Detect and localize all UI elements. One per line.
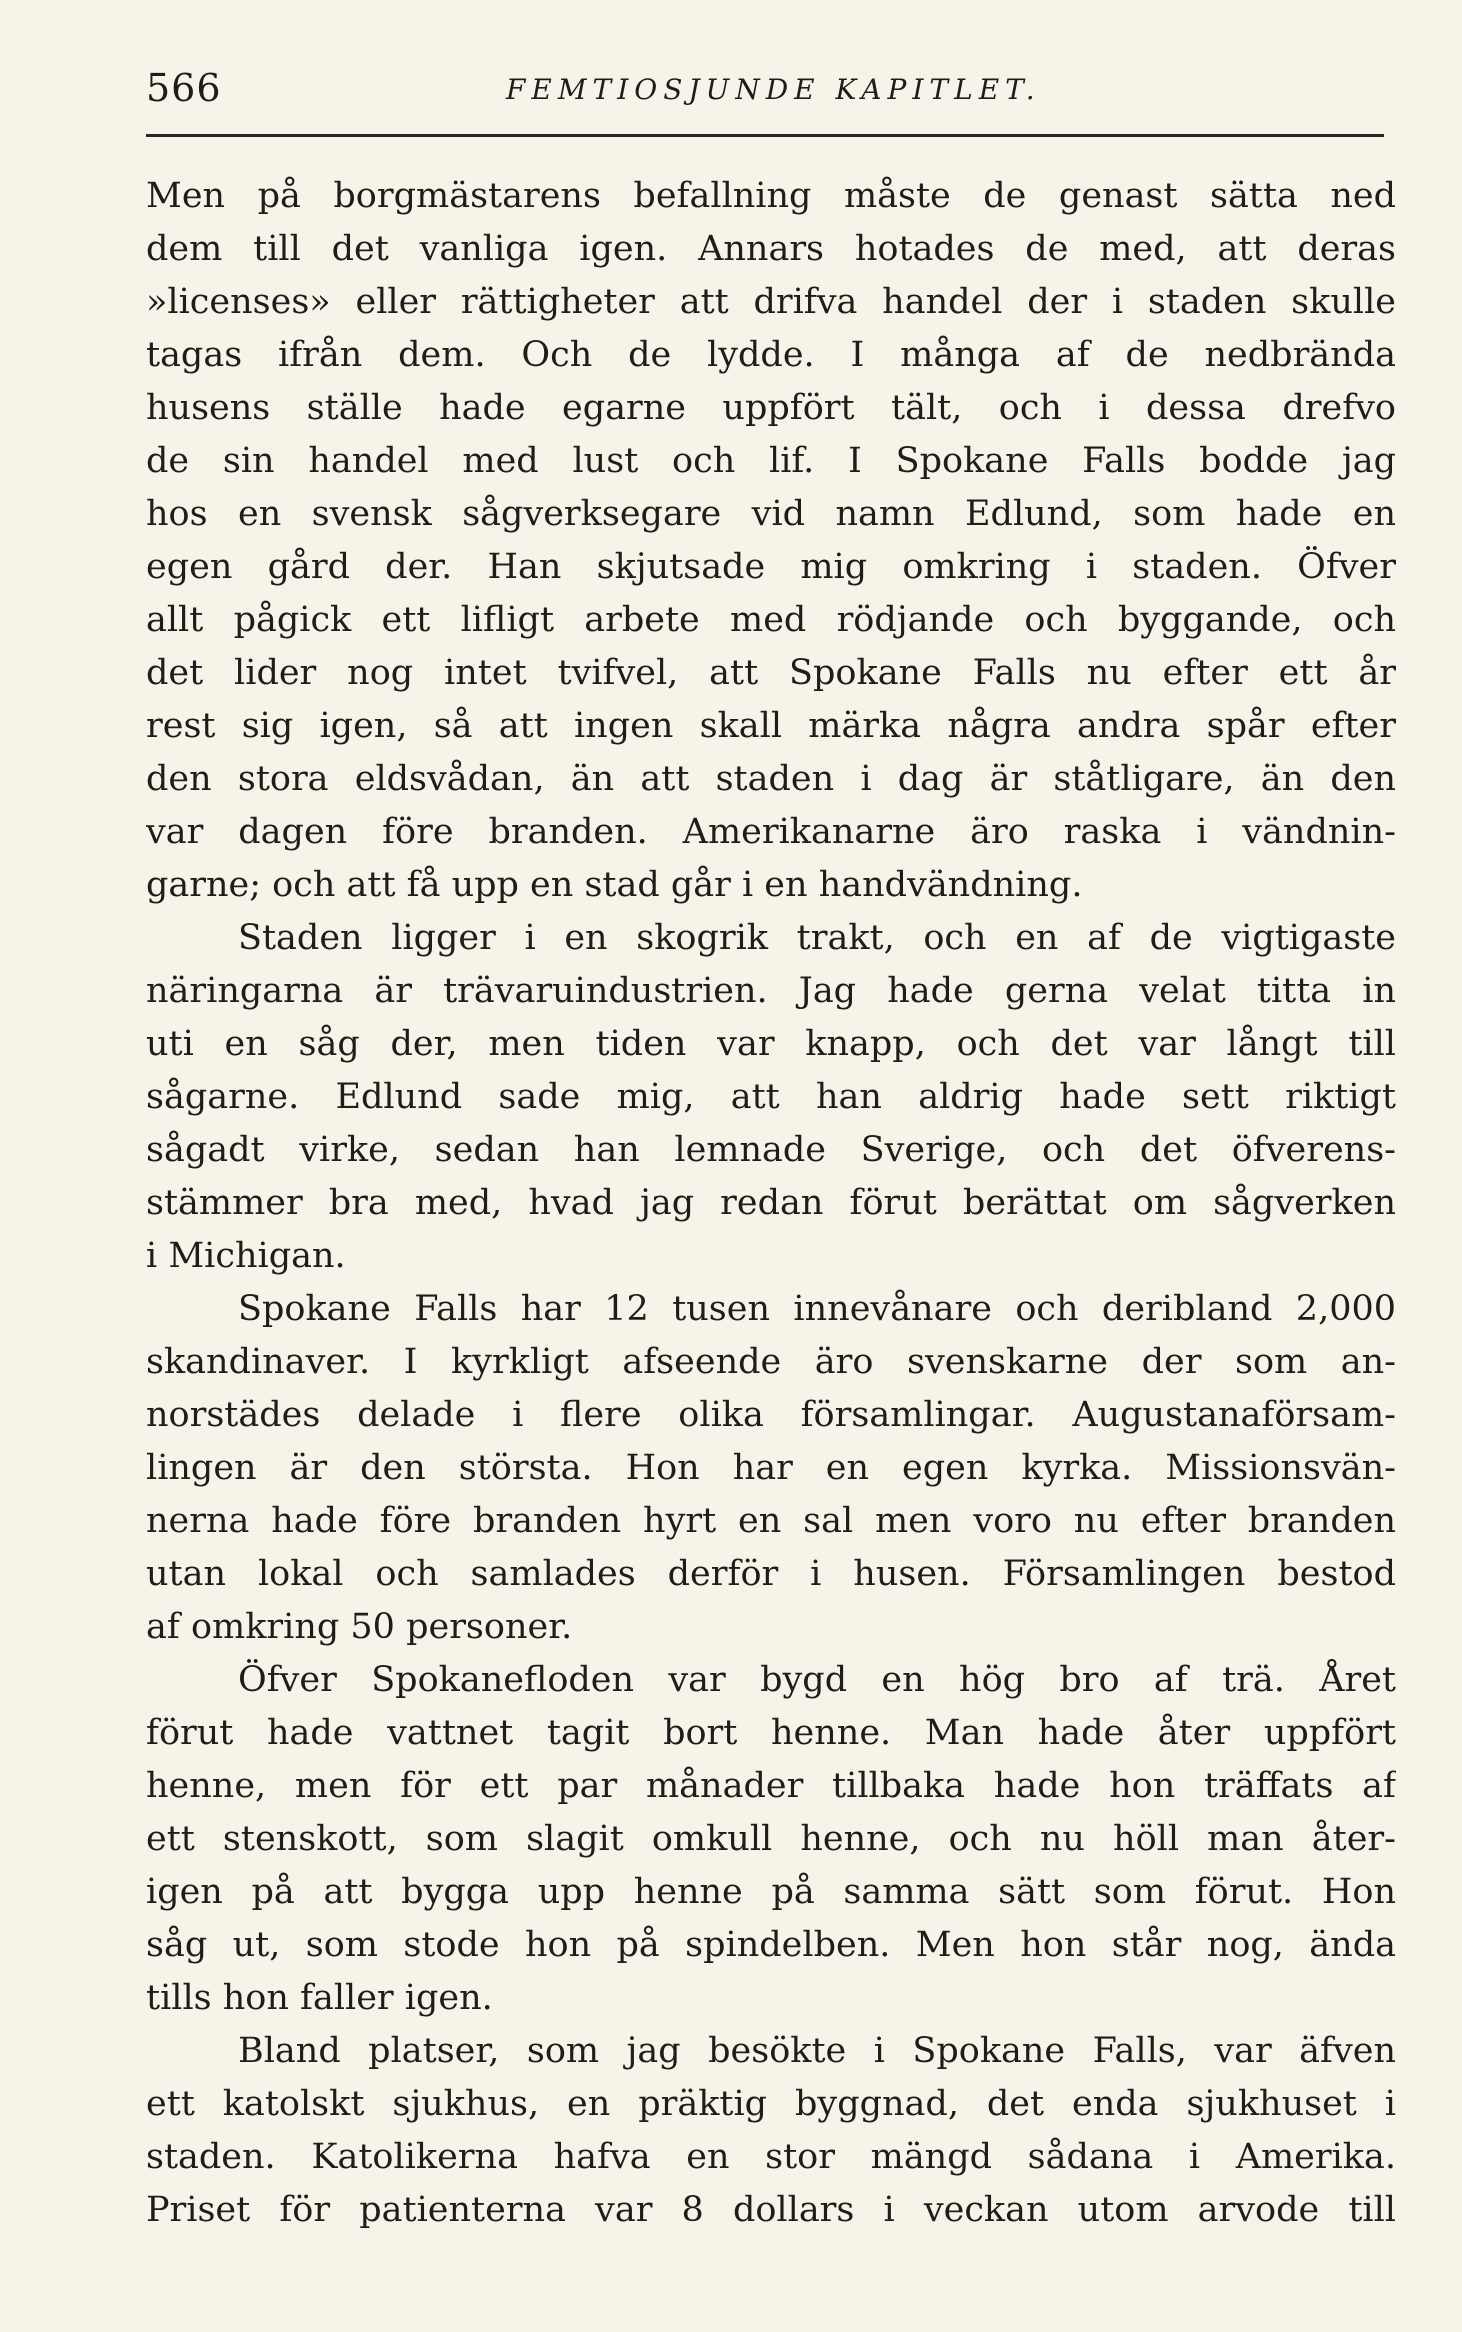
- text-line: skandinaver. I kyrkligt afseende äro svenskarne der som an-: [146, 1342, 1396, 1382]
- text-line: de sin handel med lust och lif. I Spokane Falls bodde jag: [146, 441, 1396, 481]
- text-line: såg ut, som stode hon på spindelben. Men hon står nog, ända: [146, 1925, 1396, 1965]
- text-line: sågadt virke, sedan han lemnade Sverige, och det öfverens-: [146, 1130, 1396, 1170]
- text-line: henne, men för ett par månader tillbaka hade hon träffats af: [146, 1766, 1396, 1806]
- text-line: uti en såg der, men tiden var knapp, och det var långt till: [146, 1024, 1396, 1064]
- text-line: af omkring 50 personer.: [146, 1607, 573, 1647]
- text-line: igen på att bygga upp henne på samma sätt som förut. Hon: [146, 1872, 1396, 1912]
- text-line: Priset för patienterna var 8 dollars i veckan utom arvode till: [146, 2190, 1396, 2230]
- text-line: näringarna är trävaruindustrien. Jag hade gerna velat titta in: [146, 971, 1396, 1011]
- text-line: staden. Katolikerna hafva en stor mängd sådana i Amerika.: [146, 2137, 1396, 2177]
- body-text: [146, 170, 1396, 2237]
- text-line: hos en svensk sågverksegare vid namn Edlund, som hade en: [146, 494, 1396, 534]
- page-number: 566: [146, 66, 222, 110]
- text-line: ett stenskott, som slagit omkull henne, och nu höll man åter-: [146, 1819, 1396, 1859]
- text-line: tills hon faller igen.: [146, 1978, 493, 2018]
- page-header: [146, 64, 1384, 124]
- text-line: »licenses» eller rättigheter att drifva handel der i staden skulle: [146, 282, 1396, 322]
- text-line: Bland platser, som jag besökte i Spokane Falls, var äfven: [238, 2031, 1396, 2071]
- text-line: rest sig igen, så att ingen skall märka några andra spår efter: [146, 706, 1396, 746]
- text-line: Men på borgmästarens befallning måste de genast sätta ned: [146, 176, 1396, 216]
- text-line: norstädes delade i flere olika församlingar. Augustanaförsam-: [146, 1395, 1396, 1435]
- text-line: tagas ifrån dem. Och de lydde. I många af de nedbrända: [146, 335, 1396, 375]
- text-line: dem till det vanliga igen. Annars hotades de med, att deras: [146, 229, 1396, 269]
- text-line: husens ställe hade egarne uppfört tält, och i dessa drefvo: [146, 388, 1396, 428]
- text-line: egen gård der. Han skjutsade mig omkring i staden. Öfver: [146, 547, 1396, 587]
- text-line: lingen är den största. Hon har en egen kyrka. Missionsvän-: [146, 1448, 1396, 1488]
- text-line: Staden ligger i en skogrik trakt, och en af de vigtigaste: [238, 918, 1396, 958]
- text-line: förut hade vattnet tagit bort henne. Man hade åter uppfört: [146, 1713, 1396, 1753]
- text-line: nerna hade före branden hyrt en sal men voro nu efter branden: [146, 1501, 1396, 1541]
- text-line: i Michigan.: [146, 1236, 346, 1276]
- text-line: garne; och att få upp en stad går i en handvändning.: [146, 865, 1083, 905]
- text-line: det lider nog intet tvifvel, att Spokane Falls nu efter ett år: [146, 653, 1396, 693]
- text-line: sågarne. Edlund sade mig, att han aldrig hade sett riktigt: [146, 1077, 1396, 1117]
- header-rule: [146, 134, 1384, 137]
- text-line: var dagen före branden. Amerikanarne äro raska i vändnin-: [146, 812, 1396, 852]
- text-line: ett katolskt sjukhus, en präktig byggnad, det enda sjukhuset i: [146, 2084, 1396, 2124]
- text-line: den stora eldsvådan, än att staden i dag är ståtligare, än den: [146, 759, 1396, 799]
- text-line: utan lokal och samlades derför i husen. Församlingen bestod: [146, 1554, 1396, 1594]
- text-line: allt pågick ett lifligt arbete med rödjande och byggande, och: [146, 600, 1396, 640]
- text-line: stämmer bra med, hvad jag redan förut berättat om sågverken: [146, 1183, 1396, 1223]
- text-line: Öfver Spokanefloden var bygd en hög bro af trä. Året: [238, 1660, 1396, 1700]
- running-head: FEMTIOSJUNDE KAPITLET.: [506, 73, 1041, 106]
- text-line: Spokane Falls har 12 tusen innevånare och deribland 2,000: [238, 1289, 1396, 1329]
